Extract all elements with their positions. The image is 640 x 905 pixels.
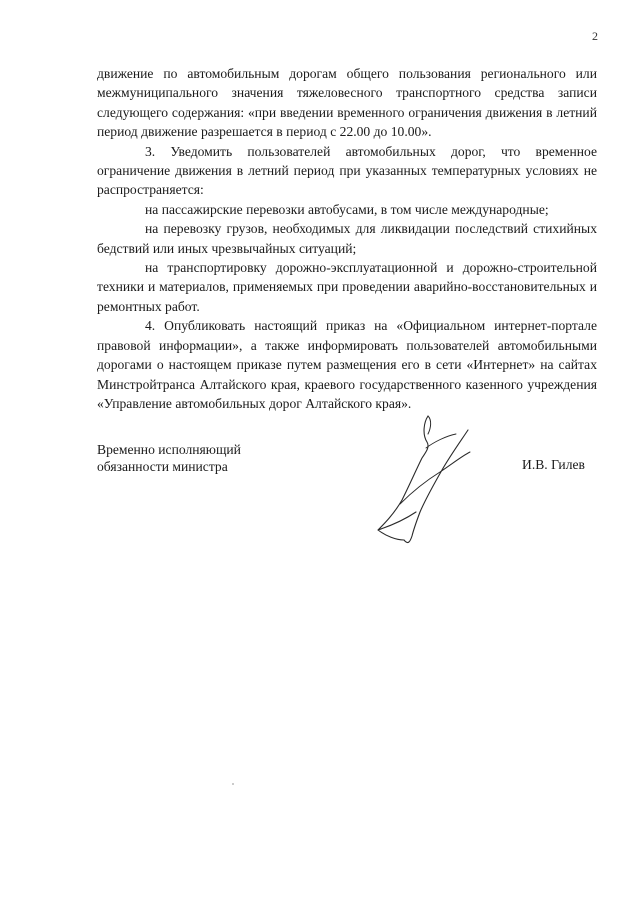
signatory-name: И.В. Гилев: [522, 457, 585, 472]
page-number: 2: [592, 29, 598, 43]
paragraph-continuation: движение по автомобильным дорогам общего пользования регионального или межмуниципального значения тяжеловесного транспортного средства записи следующего содержания: «при введении временного ограничения движения в летний период движение разрешается в период с 22.00 до 10.00».: [97, 66, 597, 140]
paragraph-exception-emergency-cargo: на перевозку грузов, необходимых для ликвидации последствий стихийных бедствий или иных чрезвычайных ситуаций;: [97, 221, 597, 256]
signatory-position: [97, 441, 241, 475]
document-body: [97, 64, 597, 413]
handwritten-signature: [370, 412, 480, 547]
position-line-2: обязанности министра: [97, 459, 228, 474]
paragraph-exception-buses: на пассажирские перевозки автобусами, в том числе международные;: [145, 201, 549, 217]
position-line-1: Временно исполняющий: [97, 442, 241, 457]
paragraph-item-4: 4. Опубликовать настоящий приказ на «Официальном интернет-портале правовой информации», а также информировать пользователей автомобильными дорогами о настоящем приказе путем размещения его в сети «Интернет» на сайтах Минстройтранса Алтайского края, краевого государственного казенного учреждения «Управление автомобильных дорог Алтайского края».: [97, 318, 597, 411]
paragraph-exception-road-equipment: на транспортировку дорожно-эксплуатационной и дорожно-строительной техники и материалов, применяемых при проведении аварийно-восстановительных и ремонтных работ.: [97, 260, 597, 314]
paragraph-item-3: 3. Уведомить пользователей автомобильных дорог, что временное ограничение движения в летний период при указанных температурных условиях не распространяется:: [97, 143, 597, 198]
scan-speck: [232, 783, 234, 785]
